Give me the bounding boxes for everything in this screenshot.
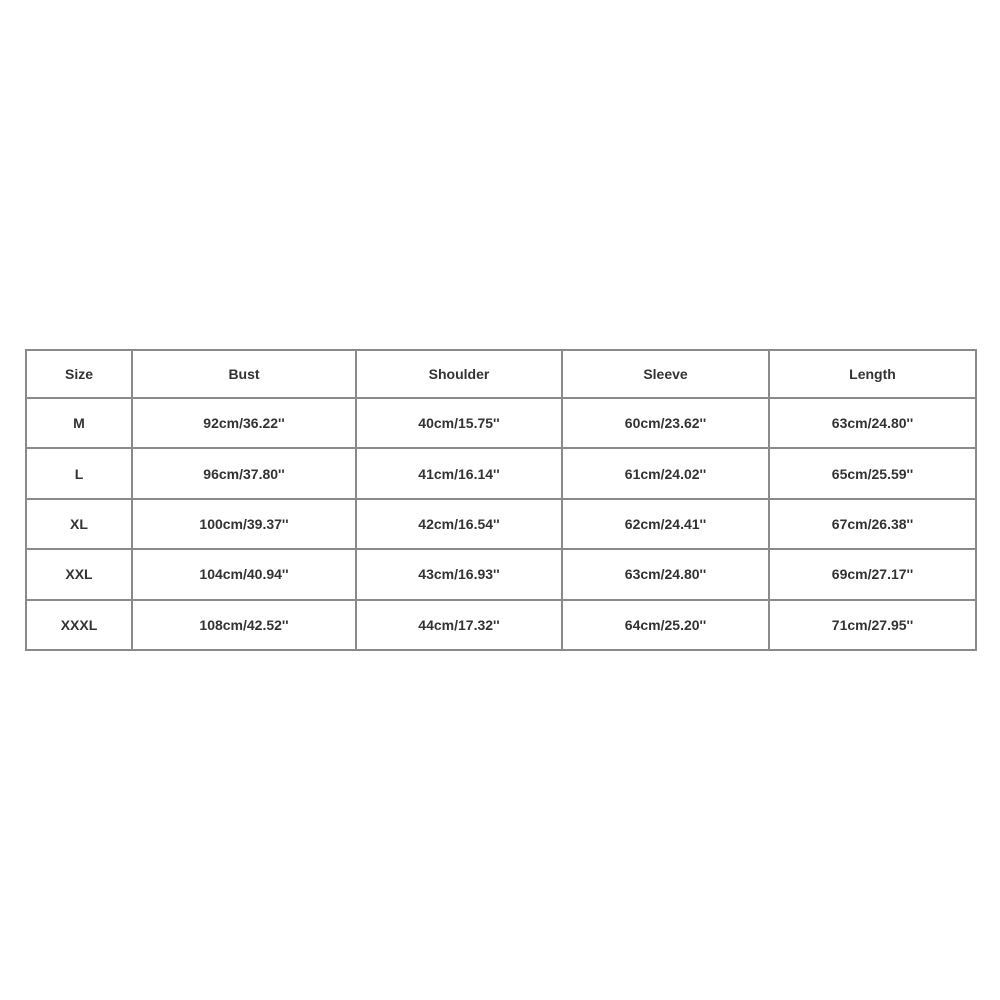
header-sleeve: Sleeve <box>562 350 769 398</box>
cell-bust: 96cm/37.80'' <box>132 448 356 498</box>
cell-size: M <box>26 398 132 448</box>
header-row <box>26 350 976 398</box>
table-row <box>26 549 976 599</box>
cell-size: XXXL <box>26 600 132 650</box>
table-row <box>26 600 976 650</box>
cell-shoulder: 40cm/15.75'' <box>356 398 562 448</box>
cell-size: XXL <box>26 549 132 599</box>
cell-bust: 104cm/40.94'' <box>132 549 356 599</box>
cell-bust: 100cm/39.37'' <box>132 499 356 549</box>
header-bust: Bust <box>132 350 356 398</box>
cell-length: 67cm/26.38'' <box>769 499 976 549</box>
cell-length: 65cm/25.59'' <box>769 448 976 498</box>
header-size: Size <box>26 350 132 398</box>
cell-shoulder: 43cm/16.93'' <box>356 549 562 599</box>
table-row <box>26 398 976 448</box>
cell-shoulder: 41cm/16.14'' <box>356 448 562 498</box>
table-row <box>26 448 976 498</box>
cell-length: 71cm/27.95'' <box>769 600 976 650</box>
cell-sleeve: 64cm/25.20'' <box>562 600 769 650</box>
cell-sleeve: 63cm/24.80'' <box>562 549 769 599</box>
cell-size: XL <box>26 499 132 549</box>
cell-bust: 108cm/42.52'' <box>132 600 356 650</box>
header-length: Length <box>769 350 976 398</box>
cell-size: L <box>26 448 132 498</box>
cell-sleeve: 62cm/24.41'' <box>562 499 769 549</box>
cell-length: 69cm/27.17'' <box>769 549 976 599</box>
header-shoulder: Shoulder <box>356 350 562 398</box>
table-row <box>26 499 976 549</box>
cell-length: 63cm/24.80'' <box>769 398 976 448</box>
cell-shoulder: 44cm/17.32'' <box>356 600 562 650</box>
size-chart-table <box>25 349 977 651</box>
cell-sleeve: 60cm/23.62'' <box>562 398 769 448</box>
cell-shoulder: 42cm/16.54'' <box>356 499 562 549</box>
cell-bust: 92cm/36.22'' <box>132 398 356 448</box>
cell-sleeve: 61cm/24.02'' <box>562 448 769 498</box>
